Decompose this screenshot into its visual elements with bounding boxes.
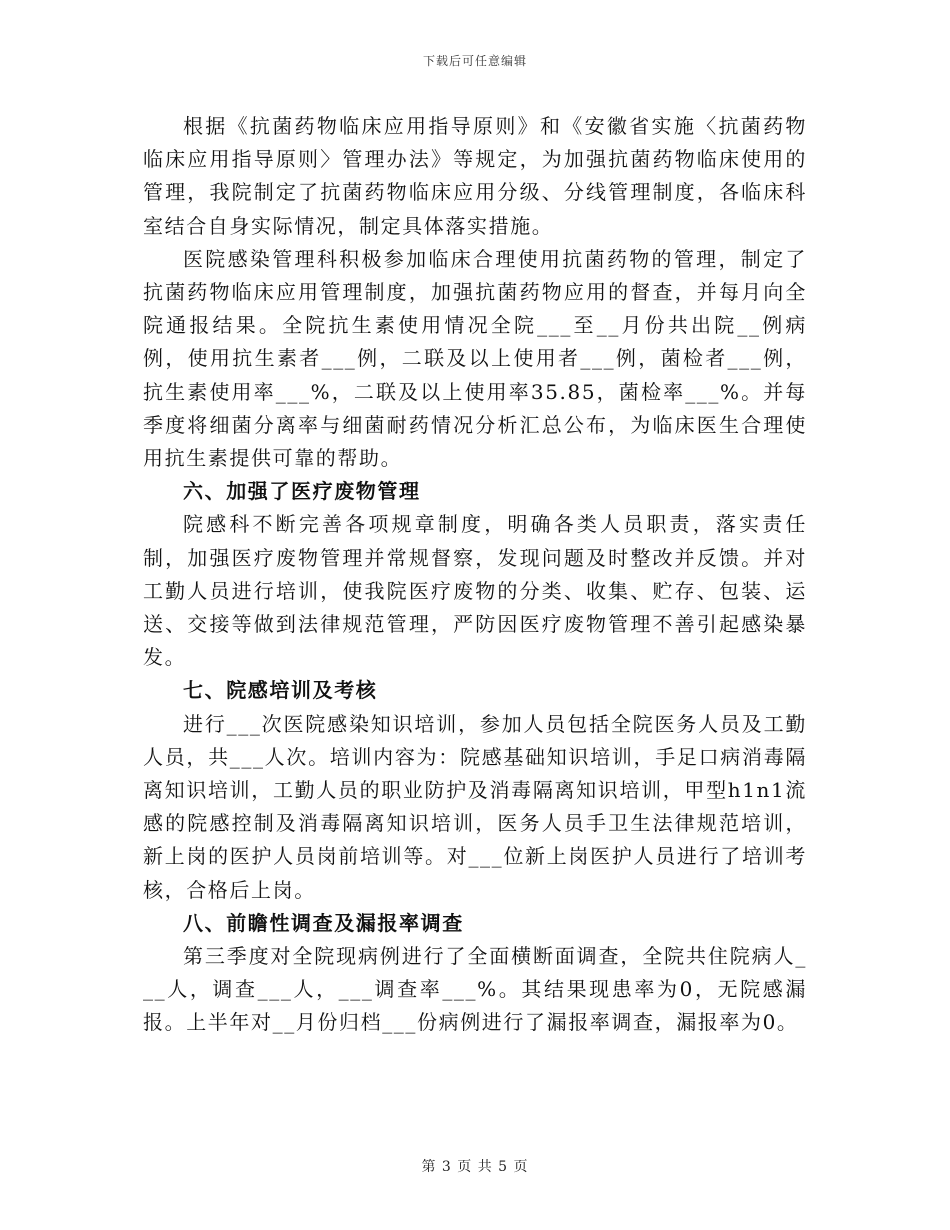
paragraph-antibiotic-management: 医院感染管理科积极参加临床合理使用抗菌药物的管理，制定了抗菌药物临床应用管理制度，加强抗菌药物应用的督查，并每月向全院通报结果。全院抗生素使用情况全院___至__月份共出院__例病例，使用抗生素者___例，二联及以上使用者___例，菌检者___例，抗生素使用率___%，二联及以上使用率35.85，菌检率___%。并每季度将细菌分离率与细菌耐药情况分析汇总公布，为临床医生合理使用抗生素提供可靠的帮助。 <box>143 246 807 471</box>
paragraph-antibiotic-rules: 根据《抗菌药物临床应用指导原则》和《安徽省实施〈抗菌药物临床应用指导原则〉管理办法》等规定，为加强抗菌药物临床使用的管理，我院制定了抗菌药物临床应用分级、分线管理制度，各临床科室结合自身实际情况，制定具体落实措施。 <box>143 114 807 238</box>
section-heading-training: 七、院感培训及考核 <box>183 678 378 703</box>
section-heading-survey: 八、前瞻性调查及漏报率调查 <box>183 910 464 935</box>
section-heading-medical-waste: 六、加强了医疗废物管理 <box>183 479 421 504</box>
paragraph-training: 进行___次医院感染知识培训，参加人员包括全院医务人员及工勤人员，共___人次。培训内容为：院感基础知识培训，手足口病消毒隔离知识培训，工勤人员的职业防护及消毒隔离知识培训，甲型h1n1流感的院感控制及消毒隔离知识培训，医务人员手卫生法律规范培训，新上岗的医护人员岗前培训等。对___位新上岗医护人员进行了培训考核，合格后上岗。 <box>143 711 807 902</box>
paragraph-survey: 第三季度对全院现病例进行了全面横断面调查，全院共住院病人___人，调查___人，___调查率___%。其结果现患率为0，无院感漏报。上半年对__月份归档___份病例进行了漏报率调查，漏报率为0。 <box>143 944 807 1035</box>
document-body <box>143 110 807 1040</box>
paragraph-medical-waste: 院感科不断完善各项规章制度，明确各类人员职责，落实责任制，加强医疗废物管理并常规督察，发现问题及时整改并反馈。并对工勤人员进行培训，使我院医疗废物的分类、收集、贮存、包装、运送、交接等做到法律规范管理，严防因医疗废物管理不善引起感染暴发。 <box>143 512 807 670</box>
page-header: 下载后可任意编辑 <box>422 54 527 68</box>
page-number-footer: 第 3 页 共 5 页 <box>421 1159 529 1175</box>
